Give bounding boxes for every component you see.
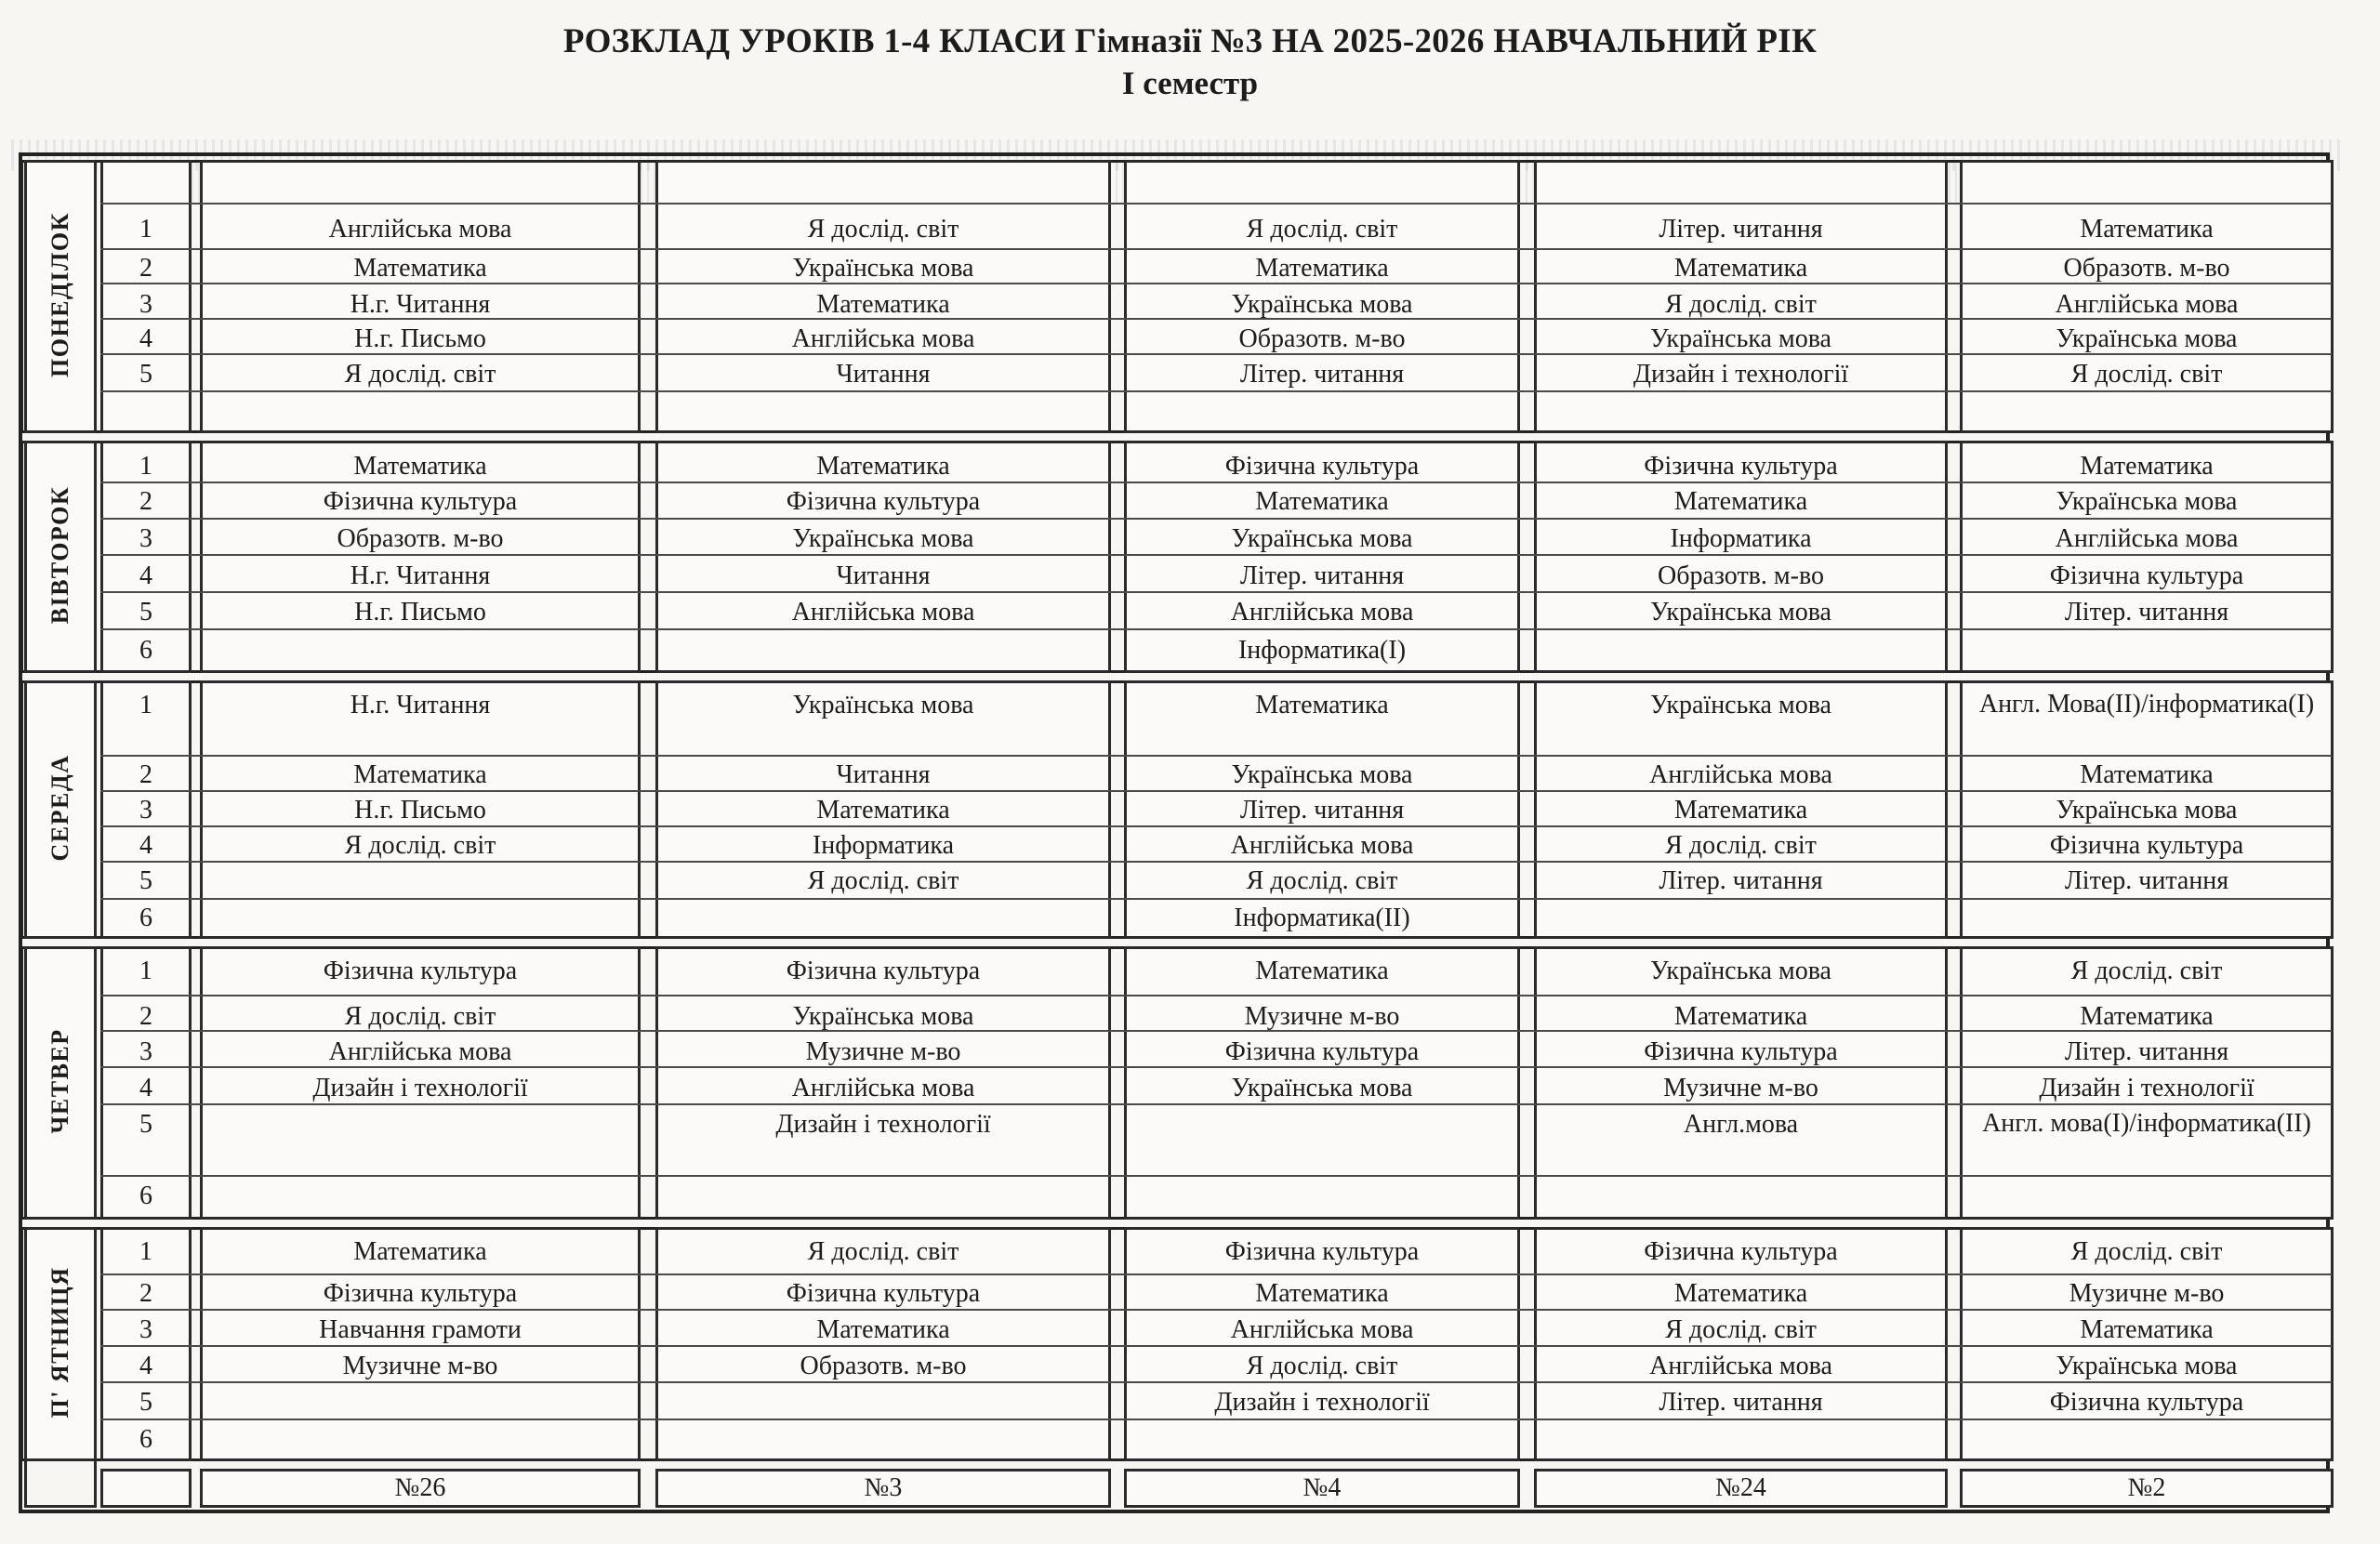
lesson-number: 3: [139, 796, 152, 825]
lesson-cell: Математика: [353, 1237, 487, 1266]
lesson-cell: Англійська мова: [1649, 760, 1832, 789]
lesson-cell: Інформатика(І): [1237, 636, 1407, 665]
lesson-cell: Фізична культура: [1224, 1037, 1420, 1066]
lesson-cell: Дизайн і технології: [312, 1074, 528, 1102]
lesson-number: 4: [139, 561, 152, 590]
lesson-cell: Я дослід. світ: [2070, 360, 2223, 389]
lesson-cell: Математика: [1255, 487, 1389, 516]
lesson-cell: Інформатика: [812, 831, 955, 860]
lesson-cell: Я дослід. світ: [2070, 1237, 2223, 1266]
room-row-day-blank: [24, 1227, 97, 1508]
row-line: [100, 1273, 2332, 1275]
lesson-cell: Математика: [2080, 1315, 2214, 1344]
lesson-cell: Я дослід. світ: [1665, 831, 1817, 860]
lesson-cell: Математика: [1255, 957, 1389, 985]
lesson-cell: Англійська мова: [2055, 524, 2239, 553]
lesson-number: 5: [139, 1388, 152, 1417]
lesson-cell: Читання: [836, 360, 931, 389]
lesson-cell: Українська мова: [2056, 487, 2238, 516]
lesson-cell: Образотв. м-во: [800, 1352, 967, 1380]
lesson-cell: Фізична культура: [2049, 561, 2244, 590]
document-subtitle: І семестр: [1121, 65, 1259, 101]
lesson-number: 2: [139, 1002, 152, 1031]
day-name: СЕРЕДА: [46, 754, 73, 862]
lesson-cell: Н.г. Читання: [350, 691, 491, 719]
room-number: №24: [1715, 1473, 1766, 1502]
lesson-cell: Я дослід. світ: [807, 866, 959, 895]
lesson-cell: Фізична культура: [786, 487, 981, 516]
lesson-cell: Англійська мова: [328, 1037, 512, 1066]
lesson-number: 3: [139, 1315, 152, 1344]
lesson-cell: Літер. читання: [1659, 866, 1823, 895]
lesson-cell: Н.г. Письмо: [354, 324, 486, 353]
lesson-cell: Математика: [1255, 254, 1389, 283]
lesson-cell: Українська мова: [1650, 324, 1831, 353]
lesson-cell: Англійська мова: [791, 598, 975, 627]
lesson-cell: Образотв. м-во: [1658, 561, 1824, 590]
lesson-cell: Математика: [816, 796, 950, 825]
lesson-number: 6: [139, 1425, 152, 1454]
lesson-cell: Українська мова: [1650, 957, 1831, 985]
lesson-cell: Англійська мова: [1230, 598, 1414, 627]
lesson-cell: Я дослід. світ: [1246, 215, 1398, 244]
lesson-cell: Математика: [353, 760, 487, 789]
lesson-cell: Фізична культура: [1224, 452, 1420, 481]
lesson-number: 1: [139, 215, 152, 244]
lesson-cell: Фізична культура: [323, 957, 518, 985]
lesson-cell: Навчання грамоти: [319, 1315, 522, 1344]
lesson-cell: Англ. мова(І)/інформатика(ІІ): [1982, 1109, 2311, 1138]
row-line: [100, 898, 2332, 900]
lesson-cell: Н.г. Читання: [350, 561, 491, 590]
lesson-number: 6: [139, 636, 152, 665]
lesson-number: 3: [139, 1037, 152, 1066]
lesson-cell: Дизайн і технології: [1633, 360, 1849, 389]
lesson-cell: Математика: [1255, 1279, 1389, 1308]
lesson-cell: Музичне м-во: [1663, 1074, 1818, 1102]
lesson-cell: Математика: [353, 452, 487, 481]
lesson-number: 5: [139, 360, 152, 389]
lesson-cell: Літер. читання: [2064, 1037, 2229, 1066]
document-title: РОЗКЛАД УРОКІВ 1-4 КЛАСИ Гімназії №3 НА 2025-2026 НАВЧАЛЬНИЙ РІК: [562, 22, 1818, 60]
lesson-number: 4: [139, 1074, 152, 1102]
lesson-cell: Англійська мова: [1230, 1315, 1414, 1344]
lesson-cell: Українська мова: [2056, 1352, 2238, 1380]
lesson-cell: Музичне м-во: [805, 1037, 961, 1066]
lesson-cell: Математика: [1673, 254, 1808, 283]
lesson-number: 4: [139, 324, 152, 353]
room-row-blank: [100, 1469, 192, 1508]
lesson-cell: Н.г. Письмо: [354, 796, 486, 825]
lesson-cell: Я дослід. світ: [1665, 290, 1817, 319]
lesson-cell: Інформатика: [1670, 524, 1812, 553]
lesson-number: 6: [139, 1181, 152, 1210]
lesson-cell: Англійська мова: [1649, 1352, 1832, 1380]
row-line: [100, 248, 2332, 250]
lesson-cell: Українська мова: [2056, 324, 2238, 353]
row-line: [100, 1175, 2332, 1177]
lesson-cell: Математика: [816, 290, 950, 319]
lesson-cell: Я дослід. світ: [2070, 957, 2223, 985]
lesson-cell: Фізична культура: [786, 957, 981, 985]
lesson-cell: Музичне м-во: [2069, 1279, 2225, 1308]
document-header: [0, 20, 2380, 104]
lesson-cell: Літер. читання: [1659, 215, 1823, 244]
lesson-cell: Я дослід. світ: [807, 1237, 959, 1266]
lesson-cell: Фізична культура: [1644, 452, 1838, 481]
lesson-cell: Дизайн і технології: [2039, 1074, 2254, 1102]
lesson-cell: Образотв. м-во: [2063, 254, 2230, 283]
lesson-cell: Математика: [2080, 215, 2214, 244]
day-name: ВІВТОРОК: [46, 485, 73, 625]
lesson-cell: Фізична культура: [2049, 1388, 2244, 1417]
lesson-cell: Фізична культура: [786, 1279, 981, 1308]
lesson-cell: Інформатика(ІІ): [1234, 904, 1410, 932]
lesson-cell: Українська мова: [792, 524, 974, 553]
row-line: [100, 995, 2332, 996]
lesson-cell: Фізична культура: [2049, 831, 2244, 860]
lesson-cell: Математика: [1673, 1002, 1808, 1031]
lesson-cell: Дизайн і технології: [775, 1110, 991, 1139]
lesson-cell: Образотв. м-во: [1238, 324, 1406, 353]
lesson-number: 1: [139, 957, 152, 985]
row-line: [100, 1419, 2332, 1420]
lesson-cell: Я дослід. світ: [807, 215, 959, 244]
row-line: [100, 628, 2332, 630]
room-number: №4: [1302, 1473, 1342, 1502]
lesson-cell: Математика: [816, 1315, 950, 1344]
lesson-cell: Фізична культура: [1644, 1037, 1838, 1066]
lesson-number: 6: [139, 904, 152, 932]
lesson-number: 3: [139, 290, 152, 319]
lesson-cell: Читання: [836, 760, 931, 789]
row-line: [100, 390, 2332, 392]
lesson-cell: Фізична культура: [1644, 1237, 1838, 1266]
lesson-number: 1: [139, 691, 152, 719]
lesson-cell: Українська мова: [1231, 1074, 1413, 1102]
day-name: ЧЕТВЕР: [46, 1028, 73, 1134]
lesson-cell: Образотв. м-во: [337, 524, 504, 553]
lesson-cell: Англійська мова: [791, 1074, 975, 1102]
room-number: №2: [2127, 1473, 2166, 1502]
lesson-number: 2: [139, 254, 152, 283]
lesson-number: 5: [139, 1110, 152, 1139]
row-line: [100, 518, 2332, 520]
lesson-number: 2: [139, 1279, 152, 1308]
lesson-cell: Математика: [353, 254, 487, 283]
lesson-cell: Англ.мова: [1683, 1110, 1799, 1139]
lesson-cell: Я дослід. світ: [344, 1002, 496, 1031]
lesson-cell: Англійська мова: [1230, 831, 1414, 860]
day-name: П' ЯТНИЦЯ: [46, 1266, 73, 1419]
lesson-cell: Математика: [1255, 691, 1389, 719]
lesson-number: 3: [139, 524, 152, 553]
lesson-cell: Українська мова: [1650, 691, 1831, 719]
lesson-cell: Фізична культура: [323, 487, 518, 516]
lesson-cell: Я дослід. світ: [1665, 1315, 1817, 1344]
lesson-cell: Я дослід. світ: [1246, 1352, 1398, 1380]
lesson-cell: Математика: [2080, 760, 2214, 789]
lesson-cell: Літер. читання: [1239, 561, 1405, 590]
lesson-number: 4: [139, 831, 152, 860]
lesson-cell: Українська мова: [792, 254, 974, 283]
lesson-cell: Літер. читання: [2064, 866, 2229, 895]
lesson-cell: Математика: [1673, 796, 1808, 825]
lesson-cell: Українська мова: [792, 1002, 974, 1031]
lesson-cell: Математика: [1673, 487, 1808, 516]
lesson-cell: Англ. Мова(ІІ)/інформатика(І): [1978, 690, 2315, 719]
lesson-cell: Англійська мова: [2055, 290, 2239, 319]
lesson-cell: Я дослід. світ: [344, 360, 496, 389]
lesson-number: 1: [139, 452, 152, 481]
day-name: ПОНЕДІЛОК: [46, 212, 73, 377]
lesson-cell: Фізична культура: [323, 1279, 518, 1308]
lesson-number: 4: [139, 1352, 152, 1380]
lesson-cell: Українська мова: [792, 691, 974, 719]
room-number: №3: [864, 1473, 903, 1502]
lesson-number: 2: [139, 487, 152, 516]
lesson-number: 5: [139, 866, 152, 895]
lesson-cell: Англійська мова: [328, 215, 512, 244]
lesson-cell: Літер. читання: [1239, 360, 1405, 389]
lesson-cell: Музичне м-во: [1244, 1002, 1400, 1031]
lesson-cell: Українська мова: [2056, 796, 2238, 825]
lesson-cell: Українська мова: [1231, 290, 1413, 319]
lesson-cell: Літер. читання: [1239, 796, 1405, 825]
lesson-cell: Літер. читання: [1659, 1388, 1823, 1417]
lesson-cell: Математика: [1673, 1279, 1808, 1308]
lesson-cell: Дизайн і технології: [1214, 1388, 1430, 1417]
lesson-cell: Літер. читання: [2064, 598, 2229, 627]
lesson-number: 5: [139, 598, 152, 627]
lesson-cell: Н.г. Читання: [350, 290, 491, 319]
lesson-cell: Я дослід. світ: [1246, 866, 1398, 895]
lesson-number: 2: [139, 760, 152, 789]
lesson-cell: Англійська мова: [791, 324, 975, 353]
lesson-cell: Математика: [816, 452, 950, 481]
lesson-cell: Фізична культура: [1224, 1237, 1420, 1266]
room-number: №26: [394, 1473, 446, 1502]
lesson-number: 1: [139, 1237, 152, 1266]
lesson-cell: Математика: [2080, 452, 2214, 481]
lesson-cell: Українська мова: [1231, 760, 1413, 789]
lesson-cell: Українська мова: [1650, 598, 1831, 627]
lesson-cell: Математика: [2080, 1002, 2214, 1031]
lesson-cell: Музичне м-во: [342, 1352, 498, 1380]
lesson-cell: Українська мова: [1231, 524, 1413, 553]
header-line: [100, 203, 2332, 205]
lesson-cell: Читання: [836, 561, 931, 590]
lesson-cell: Я дослід. світ: [344, 831, 496, 860]
row-line: [100, 755, 2332, 757]
lesson-cell: Н.г. Письмо: [354, 598, 486, 627]
